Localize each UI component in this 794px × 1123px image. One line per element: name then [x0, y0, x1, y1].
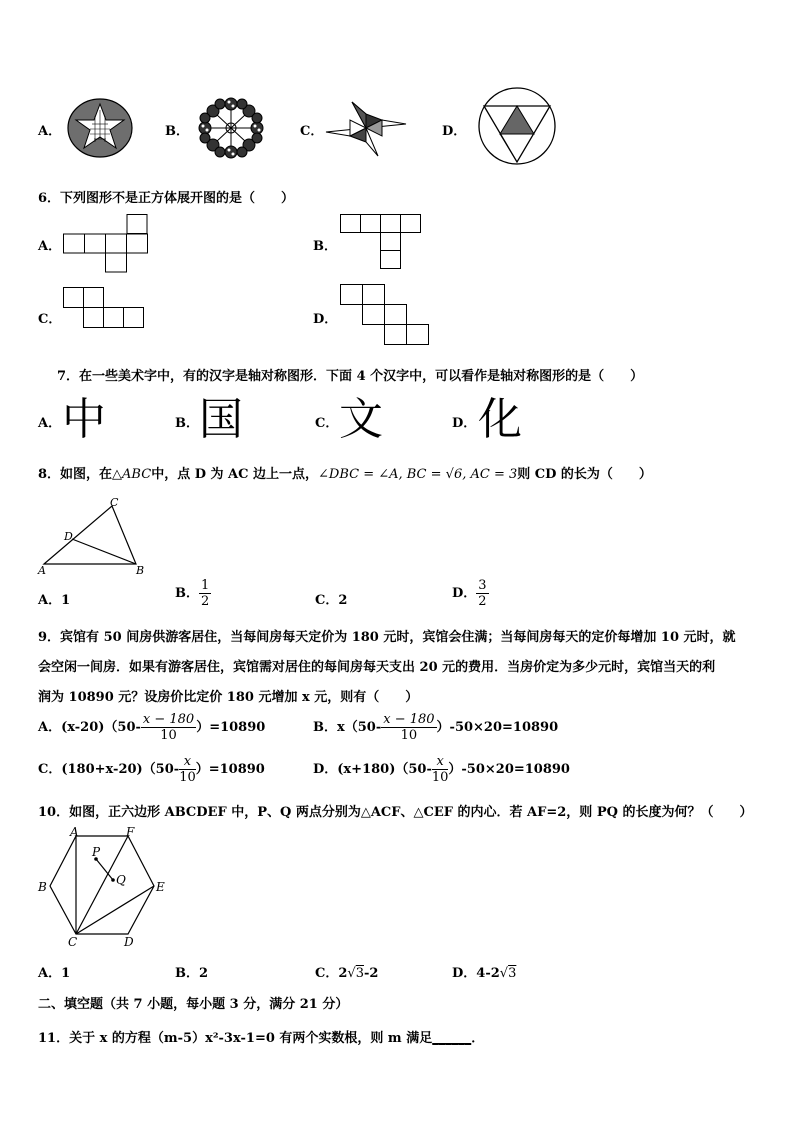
q7-option-a-label: A．	[38, 416, 62, 431]
q10-option-a: A．1	[38, 966, 71, 981]
q9-option-c-pre: C．(180+x-20)（50-	[38, 762, 180, 777]
q8-triangle: △ABC	[112, 467, 152, 482]
q7-option-b-label: B．	[175, 416, 199, 431]
q8-option-c: C．2	[315, 593, 348, 608]
q8-option-a: A．1	[38, 593, 71, 608]
q7-option-c-label: C．	[315, 416, 339, 431]
q7-char-hua: 化	[478, 394, 522, 445]
q7-char-guo: 国	[199, 394, 243, 445]
q11-stem-end: ．	[471, 1031, 485, 1046]
q8-option-b	[175, 578, 211, 609]
q9-option-d-num: x	[432, 754, 449, 770]
q8-triangle-figure	[36, 494, 156, 576]
q6-net-c-figure	[63, 287, 147, 329]
q6-option-d-label: D．	[313, 312, 338, 327]
q10-option-d	[452, 962, 516, 981]
q8-option-b-num: 1	[201, 578, 210, 593]
q8-stem-part-c: 则 CD 的长为（ ）	[517, 467, 652, 482]
q9-option-a-pre: A．(x-20)（50-	[38, 720, 141, 735]
q8-label-d: D	[64, 530, 73, 543]
q5-option-a-label: A．	[38, 124, 62, 139]
q8-option-d-den: 2	[478, 594, 487, 609]
q10-label-f: F	[126, 825, 135, 839]
q8-label-c: C	[110, 496, 119, 509]
q10-hexagon-figure	[36, 826, 168, 948]
flower-circles-figure	[196, 97, 266, 159]
q9-stem-line-1: 9．宾馆有 50 间房供游客居住，当每间房每天定价为 180 元时，宾馆会住满；当每间房每天的定价每增加 10 元时，就	[38, 630, 736, 645]
q11-stem-text: 11．关于 x 的方程（m-5）x²-3x-1=0 有两个实数根，则 m 满足	[38, 1031, 433, 1046]
q10-option-c	[315, 962, 378, 981]
q7-char-zhong: 中	[62, 394, 106, 445]
q10-option-c-pre: C．2	[315, 966, 348, 981]
q9-option-d-den: 10	[431, 770, 449, 785]
q8-label-b: B	[136, 564, 145, 577]
q10-option-c-post: -2	[363, 966, 379, 981]
q9-option-c	[38, 754, 265, 785]
q9-option-d-pre: D．(x+180)（50-	[313, 762, 432, 777]
q9-stem-line-2: 会空闲一间房．如果有游客居住，宾馆需对居住的每间房每天支出 20 元的费用．当房价定为多少元时，宾馆当天的利	[38, 660, 716, 675]
q9-option-a-post: ）=10890	[196, 720, 266, 735]
q6-net-b-figure	[340, 214, 422, 272]
q7-char-wen: 文	[339, 394, 383, 445]
q8-option-b-label: B．	[175, 586, 199, 601]
q8-option-d	[452, 578, 489, 609]
q11-answer-blank[interactable]: ______	[432, 1031, 472, 1046]
q9-option-b-pre: B．x（50-	[313, 720, 382, 735]
q9-option-b-post: ）-50×20=10890	[436, 720, 559, 735]
q10-label-p: P	[92, 845, 101, 859]
q9-option-b-num: x − 180	[383, 712, 435, 727]
q10-label-c: C	[68, 935, 78, 949]
q10-stem: 10．如图，正六边形 ABCDEF 中，P、Q 两点分别为△ACF、△CEF 的内心．若 AF=2，则 PQ 的长度为何？（ ）	[38, 805, 753, 820]
q8-option-d-label: D．	[452, 586, 477, 601]
q5-option-b-label: B．	[165, 124, 189, 139]
q9-option-b	[313, 712, 558, 743]
q6-option-a-label: A．	[38, 239, 62, 254]
q8-stem-part-b: 中，点 D 为 AC 边上一点，	[151, 467, 318, 482]
q9-stem-line-3: 润为 10890 元？设房价比定价 180 元增加 x 元，则有（ ）	[38, 690, 419, 705]
q10-label-q: Q	[116, 873, 126, 887]
q8-option-b-den: 2	[201, 594, 210, 609]
q7-stem: 7．在一些美术字中，有的汉字是轴对称图形．下面 4 个汉字中，可以看作是轴对称图形的是（ ）	[57, 369, 644, 384]
q5-option-d-label: D．	[442, 124, 467, 139]
q9-option-a	[38, 712, 265, 743]
triangle-in-circle-figure	[476, 86, 558, 166]
q10-label-b: B	[38, 880, 47, 894]
q8-label-a: A	[38, 564, 46, 577]
q9-option-c-den: 10	[179, 770, 196, 785]
q9-option-c-num: x	[179, 754, 196, 770]
q9-option-d-post: ）-50×20=10890	[448, 762, 570, 777]
q9-option-a-den: 10	[160, 728, 177, 743]
q7-option-d-label: D．	[452, 416, 477, 431]
q11-stem	[38, 1027, 484, 1046]
q6-net-d-figure	[340, 284, 436, 348]
sqrt-symbol: √	[499, 966, 509, 981]
q10-option-c-radicand: 3	[355, 966, 364, 981]
q9-option-a-num: x − 180	[142, 712, 195, 727]
q10-label-a: A	[70, 825, 79, 839]
q9-option-d	[313, 754, 570, 785]
q6-net-a-figure	[63, 214, 153, 274]
q8-condition: ∠DBC = ∠A, BC = √6, AC = 3	[318, 467, 518, 482]
q10-option-b: B．2	[175, 966, 209, 981]
q8-option-d-num: 3	[478, 578, 487, 593]
star-in-circle-figure	[66, 98, 138, 160]
q9-option-b-den: 10	[400, 728, 418, 743]
q6-stem: 6．下列图形不是正方体展开图的是（ ）	[38, 191, 295, 206]
q10-option-d-radicand: 3	[508, 966, 517, 981]
q10-label-d: D	[124, 935, 134, 949]
section-heading-fill-in: 二、填空题（共 7 小题，每小题 3 分，满分 21 分）	[38, 997, 349, 1012]
q10-label-e: E	[156, 880, 165, 894]
q6-option-b-label: B．	[313, 239, 337, 254]
q9-option-c-post: ）=10890	[195, 762, 265, 777]
sqrt-symbol: √	[347, 966, 356, 981]
q10-option-d-pre: D．4-2	[452, 966, 500, 981]
q8-stem	[38, 463, 652, 482]
q8-stem-part-a: 8．如图，在	[38, 467, 113, 482]
q5-option-c-label: C．	[300, 124, 324, 139]
pinwheel-figure	[322, 98, 412, 160]
q6-option-c-label: C．	[38, 312, 62, 327]
